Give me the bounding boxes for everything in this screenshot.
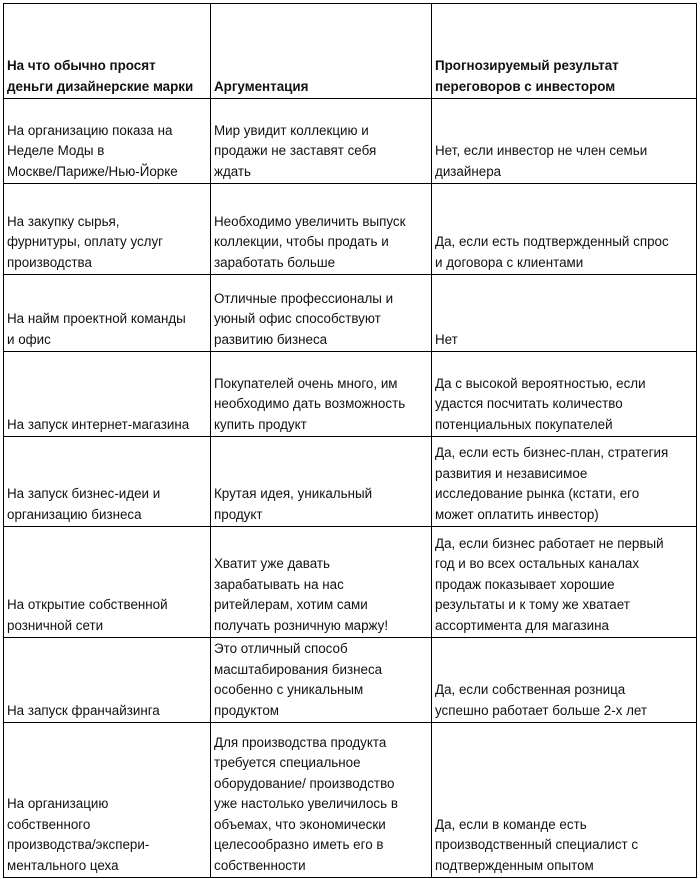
argument-text: Это отличный способ масштабирования бизнеса особенно с уникальным продуктом [214, 641, 383, 718]
result-text: Нет, если инвестор не член семьи дизайнера [435, 143, 648, 179]
request-text: На открытие собственной розничной сети [7, 597, 168, 633]
argument-cell [211, 527, 432, 638]
result-cell [432, 99, 697, 184]
result-text: Да, если есть бизнес-план, стратегия развития и независимое исследование рынка (кстати, его может оплатить инвестор) [435, 445, 669, 522]
table-row [4, 437, 697, 527]
request-cell [4, 527, 211, 638]
request-text: На закупку сырья, фурнитуры, оплату услуг производства [7, 213, 164, 270]
investment-table [3, 3, 697, 878]
result-text: Да, если собственная розница успешно работает больше 2-х лет [435, 682, 648, 718]
header-result [432, 4, 697, 99]
result-cell [432, 184, 697, 275]
result-text: Да, если есть подтвержденный спрос и договора с клиентами [435, 234, 669, 270]
argument-cell [211, 275, 432, 352]
request-text: На организацию показа на Неделе Моды в Москве/Париже/Нью-Йорке [7, 122, 178, 179]
table-row [4, 184, 697, 275]
request-text: На найм проектной команды и офис [7, 311, 186, 347]
argument-text: Мир увидит коллекцию и продажи не заставят себя ждать [214, 122, 377, 179]
argument-text: Покупателей очень много, им необходимо дать возможность купить продукт [214, 375, 406, 432]
request-cell [4, 437, 211, 527]
request-text: На запуск интернет-магазина [7, 416, 190, 432]
request-cell [4, 184, 211, 275]
result-cell [432, 723, 697, 878]
result-text: Да, если бизнес работает не первый год и во всех остальных каналах продаж показывает хорошие результаты и к тому же хватает ассортимента для магазина [435, 535, 664, 633]
argument-text: Отличные профессионалы и уюный офис способствуют развитию бизнеса [214, 290, 394, 347]
table-row [4, 99, 697, 184]
request-cell [4, 99, 211, 184]
request-cell [4, 638, 211, 723]
table-row [4, 638, 697, 723]
argument-text: Необходимо увеличить выпуск коллекции, чтобы продать и заработать больше [214, 213, 406, 270]
result-text: Нет [435, 331, 458, 347]
argument-text: Для производства продукта требуется специальное оборудование/ производство уже настолько увеличилось в объемах, что экономически целесообразно иметь его в собственности [214, 734, 398, 873]
argument-cell [211, 723, 432, 878]
header-request-text: На что обычно просят деньги дизайнерские марки [7, 58, 194, 94]
request-cell [4, 352, 211, 437]
result-cell [432, 638, 697, 723]
argument-text: Хватит уже давать зарабатывать на нас ритейлерам, хотим сами получать розничную маржу! [214, 556, 389, 633]
result-cell [432, 437, 697, 527]
request-text: На запуск бизнес-идеи и организацию бизнеса [7, 486, 161, 522]
argument-cell [211, 184, 432, 275]
table-row [4, 275, 697, 352]
header-row [4, 4, 697, 99]
argument-cell [211, 437, 432, 527]
argument-cell [211, 352, 432, 437]
request-cell [4, 275, 211, 352]
argument-cell [211, 638, 432, 723]
result-text: Да, если в команде есть производственный специалист с подтвержденным опытом [435, 816, 639, 873]
table-row [4, 527, 697, 638]
result-cell [432, 275, 697, 352]
table-row [4, 352, 697, 437]
argument-cell [211, 99, 432, 184]
header-result-text: Прогнозируемый результат переговоров с инвестором [435, 58, 619, 94]
request-text: На запуск франчайзинга [7, 702, 160, 718]
result-cell [432, 527, 697, 638]
table-row [4, 723, 697, 878]
request-cell [4, 723, 211, 878]
header-request [4, 4, 211, 99]
result-text: Да с высокой вероятностью, если удастся посчитать количество потенциальных покупателей [435, 375, 646, 432]
argument-text: Крутая идея, уникальный продукт [214, 486, 373, 522]
request-text: На организацию собственного производства/экспери- ментального цеха [7, 796, 150, 873]
header-argument-text: Аргументация [214, 78, 309, 94]
result-cell [432, 352, 697, 437]
header-argument [211, 4, 432, 99]
